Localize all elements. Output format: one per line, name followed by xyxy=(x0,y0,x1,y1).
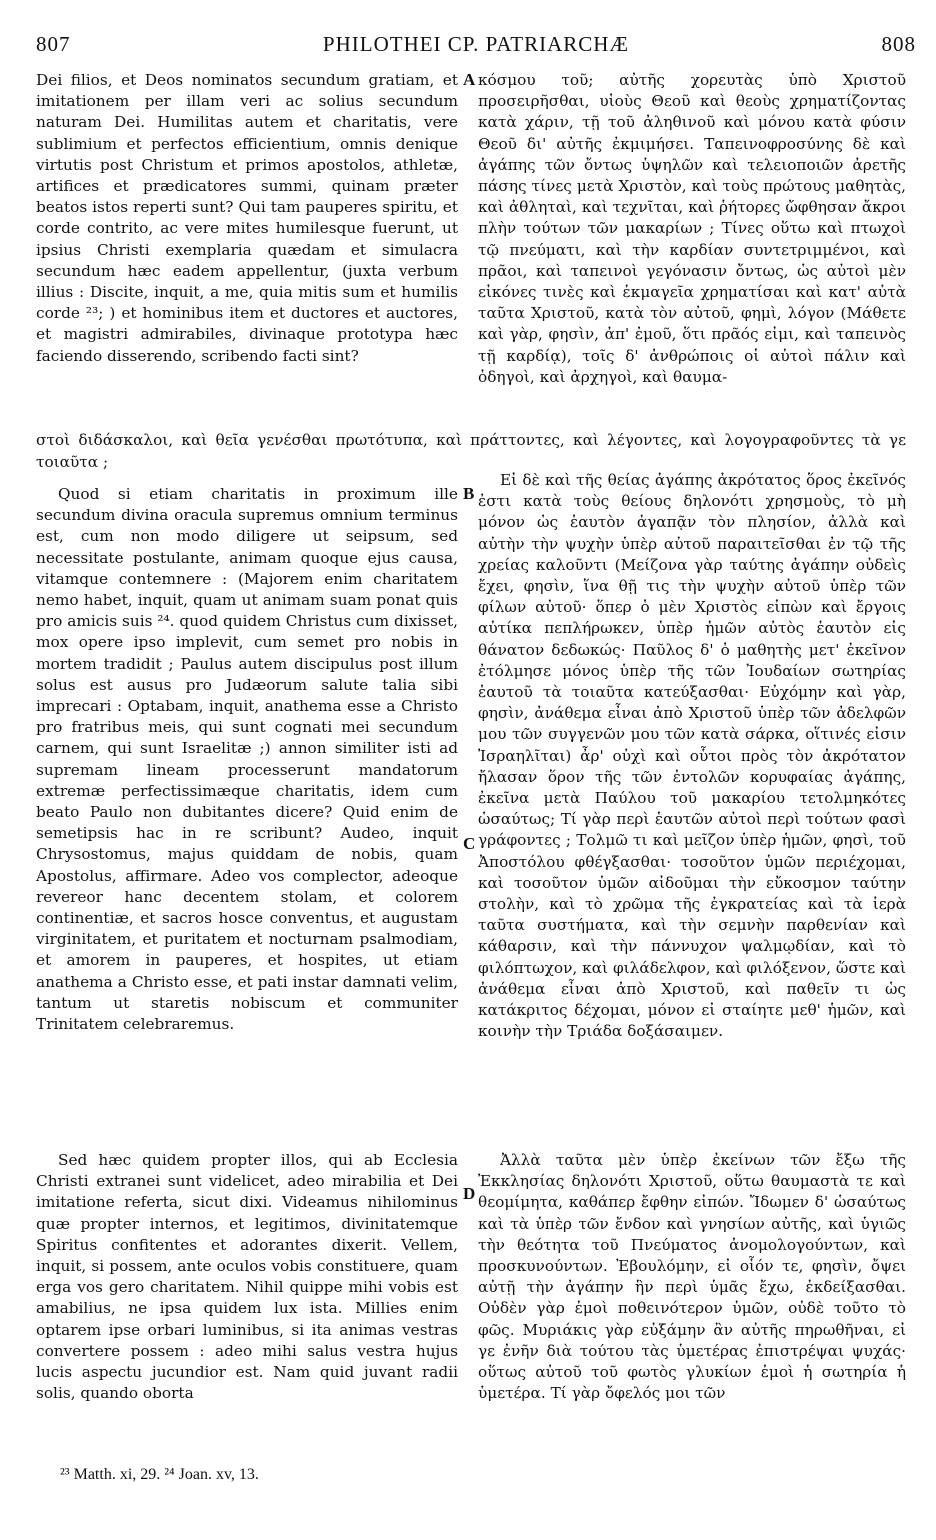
latin-paragraph-3 xyxy=(36,1150,458,1404)
footnote: ²³ Matth. xi, 29. ²⁴ Joan. xv, 13. xyxy=(60,1466,259,1483)
page-number-left: 807 xyxy=(36,32,71,56)
greek-text-3: Ἀλλὰ ταῦτα μὲν ὑπὲρ ἐκείνων τῶν ἔξω τῆς Ἐκκλησίας δηλονότι Χριστοῦ, οὕτω θαυμαστὰ τε καὶ θεομίμητα, καθάπερ ἔφθην εἰπών. Ἴδωμεν δ' ὡσαύτως καὶ τὰ ὑπὲρ τῶν ἔνδον καὶ γνησίων αὐτῆς, καὶ ὑγιῶς τὴν θεότητα τοῦ Πνεύματος ἀνομολογούντων, καὶ προσκυνούντων. Ἐβουλόμην, εἰ οἷόν τε, φησὶν, ὄψει αὐτῇ τὴν ἀγάπην ἣν περὶ ὑμᾶς ἔχω, ἐκδείξασθαι. Οὐδὲν γὰρ ἐμοὶ ποθεινότερον ὑμῶν, οὐδὲ τοῦτο τὸ φῶς. Μυριάκις γὰρ εὐξάμην ἂν αὐτῆς πηρωθῆναι, εἰ γε ἐνῆν διὰ τούτου τὰς ὑμετέρας ἐπιστρέψαι ψυχάς· οὕτως αὐτοῦ τοῦ φωτὸς γλυκίων ἐμοὶ ἡ σωτηρία ἡ ὑμετέρα. Τί γὰρ ὄφελός μοι τῶν xyxy=(478,1151,906,1403)
latin-text-1: Dei filios, et Deos nominatos secundum gratiam, et imitationem per illam veri ac solius secundum naturam Dei. Humilitas autem et charitatis, vere sublimium et perfectos efficientium, omnis denique virtutis post Christum et primos apostolos, athletæ, artifices et prædicatores summi, quinam præter beatos istos reperti sunt? Qui tam pauperes spiritu, et corde contrito, ac vere mites humilesque fuerunt, ut ipsius Christi exemplaria quædam et simulacra secundum hæc eadem appellentur, (juxta verbum illius : Discite, inquit, a me, quia mitis sum et humilis corde ²³; ) et hominibus item et ductores et auctores, et magistri admirabiles, divinaque prototypa hæc faciendo disserendo, scribendo facti sint? xyxy=(36,71,458,365)
margin-marker-a: A xyxy=(463,70,476,89)
margin-marker-c: C xyxy=(463,834,476,853)
margin-marker-b: B xyxy=(463,484,475,503)
latin-paragraph-1 xyxy=(36,70,458,367)
greek-text-1: κόσμου τοῦ; αὐτῆς χορευτὰς ὑπὸ Χριστοῦ προσειρῆσθαι, υἱοὺς Θεοῦ καὶ θεοὺς χρηματίζοντας κατὰ χάριν, τῇ τοῦ ἀληθινοῦ καὶ μόνου κατὰ φύσιν Θεοῦ δι' αὐτῆς ἐκμιμήσει. Ταπεινοφροσύνης δὲ καὶ ἀγάπης τῶν ὄντως ὑψηλῶν καὶ τελειοποιῶν ἀρετῆς πάσης τίνες μετὰ Χριστὸν, καὶ τοὺς πρώτους μαθητὰς, καὶ ἀθληταὶ, καὶ τεχνῖται, καὶ ῥήτορες ὤφθησαν ἄκροι πλὴν τούτων τῶν μακαρίων ; Τίνες οὕτω καὶ πτωχοὶ τῷ πνεύματι, καὶ τὴν καρδίαν συντετριμμένοι, καὶ πρᾶοι, καὶ ταπεινοὶ γεγόνασιν ὄντως, ὡς αὐτοὶ μὲν εἰκόνες τινὲς καὶ ἐκμαγεῖα χρηματίσαι καὶ κατ' αὐτὰ ταῦτα Χριστοῦ, κατὰ τὸν αὐτοῦ, φημὶ, λόγον (Μάθετε καὶ γὰρ, φησὶν, ἀπ' ἐμοῦ, ὅτι πρᾶός εἰμι, καὶ ταπεινὸς τῇ καρδίᾳ), τοῖς δ' ἀνθρώποις οἱ αὐτοὶ πάλιν καὶ ὁδηγοὶ, καὶ ἀρχηγοὶ, καὶ θαυμα- xyxy=(478,71,906,386)
running-title: PHILOTHEI CP. PATRIARCHÆ xyxy=(322,32,630,56)
greek-paragraph-1 xyxy=(478,70,906,388)
page-number-right: 808 xyxy=(881,32,916,56)
page-header xyxy=(36,32,916,62)
latin-text-2: Quod si etiam charitatis in proximum ille secundum divina oracula supremus omnium terminus est, cum non modo diligere ut seipsum, sed necessitate postulante, animam quoque ejus causa, vitamque contemnere : (Majorem enim charitatem nemo habet, inquit, quam ut animam suam ponat quis pro amicis suis ²⁴. quod quidem Christus cum dixisset, mox opere ipso implevit, cum semet pro nobis in mortem tradidit ; Paulus autem discipulus post illum solus est ausus pro Judæorum salute talia sibi imprecari : Optabam, inquit, anathema esse a Christo pro fratribus meis, qui sunt cognati mei secundum carnem, qui sunt Israelitæ ;) annon similiter isti ad supremam lineam processerunt mandatorum extremæ perfectissimæque charitatis, idem cum beato Paulo non dubitantes dicere? Quid enim de semetipsis hac in re scribunt? Audeo, inquit Chrysostomus, majus quiddam de nobis, quam Apostolus, affirmare. Adeo vos complector, adeoque revereor hanc decentem stolam, et colorem continentiæ, et sacros hosce conventus, et augustam virginitatem, et puritatem et nocturnam psalmodiam, et amorem in pauperes, et hospites, ut etiam anathema a Christo esse, et pati instar damnati velim, tantum ut staretis nobiscum et communiter Trinitatem celebraremus. xyxy=(36,485,458,1034)
latin-paragraph-2 xyxy=(36,484,458,1035)
spanning-greek-line-1: στοὶ διδάσκαλοι, καὶ θεῖα γενέσθαι πρωτότυπα, καὶ πράττοντες, καὶ λέγοντες, καὶ λογογραφοῦντες τὰ γε xyxy=(36,431,906,449)
greek-paragraph-3 xyxy=(478,1150,906,1404)
latin-text-3: Sed hæc quidem propter illos, qui ab Ecclesia Christi extranei sunt videlicet, adeo mirabilia et Dei imitatione referta, sicut dixi. Videamus nihilominus quæ propter internos, et legitimos, divinitatemque Spiritus confitentes et adorantes dixerit. Vellem, inquit, si possem, ante oculos vobis constituere, quam erga vos gero charitatem. Nihil quippe mihi vobis est amabilius, ne ipsa quidem lux ista. Millies enim optarem ipse orbari luminibus, si ita animas vestras convertere possem : adeo mihi salus vestra hujus lucis aspectu jucundior est. Nam quid juvant radii solis, quando oborta xyxy=(36,1151,458,1403)
margin-marker-d: D xyxy=(463,1184,476,1203)
spanning-greek-line-2: τοιαῦτα ; xyxy=(36,453,109,471)
greek-text-2: Εἰ δὲ καὶ τῆς θείας ἀγάπης ἀκρότατος ὅρος ἐκεῖνός ἐστι κατὰ τοὺς θείους δηλονότι χρησμοὺς, τὸ μὴ μόνον ὡς ἑαυτὸν ἀγαπᾷν τὸν πλησίον, ἀλλὰ καὶ αὐτὴν τὴν ψυχὴν ὑπὲρ αὐτοῦ παραιτεῖσθαι ἐν τῷ τῆς χρείας καλοῦντι (Μείζονα γὰρ ταύτης ἀγάπην οὐδεὶς ἔχει, φησὶν, ἵνα θῇ τις τὴν ψυχὴν αὐτοῦ ὑπὲρ τῶν φίλων αὐτοῦ· ὅπερ ὁ μὲν Χριστὸς εἰπὼν καὶ ἔργοις αὐτίκα πεπλήρωκεν, ὑπὲρ ἡμῶν αὐτὸς ἑαυτὸν εἰς θάνατον δεδωκώς· Παῦλος δ' ὁ μαθητὴς μετ' ἐκεῖνον ἐτόλμησε μόνος ὑπὲρ τῆς τῶν Ἰουδαίων σωτηρίας ἑαυτοῦ τὰ τοιαῦτα κατεύξασθαι· Εὐχόμην καὶ γὰρ, φησὶν, ἀνάθεμα εἶναι ἀπὸ Χριστοῦ ὑπὲρ τῶν ἀδελφῶν μου τῶν συγγενῶν μου τῶν κατὰ σάρκα, οἵτινές εἰσιν Ἰσραηλῖται) ἆρ' οὐχὶ καὶ οὗτοι πρὸς τὸν ἀκρότατον ἤλασαν ὅρον τῆς τῶν ἐντολῶν κορυφαίας ἀγάπης, ἐκεῖνα μετὰ Παύλου τοῦ μακαρίου τετολμηκότες ὡσαύτως; Τί γὰρ περὶ ἑαυτῶν αὐτοὶ περὶ τούτων φασὶ γράφοντες ; Τολμῶ τι καὶ μεῖζον ὑπὲρ ἡμῶν, φησὶ, τοῦ Ἀποστόλου φθέγξασθαι· τοσοῦτον ὑμῶν περιέχομαι, καὶ τοσοῦτον ὑμῶν αἰδοῦμαι τὴν εὔκοσμον ταύτην στολὴν, καὶ τὸ χρῶμα τῆς ἐγκρατείας καὶ τὰ ἱερὰ ταῦτα συστήματα, καὶ τὴν σεμνὴν παρθενίαν καὶ κάθαρσιν, καὶ τὴν πάννυχον ψαλμῳδίαν, καὶ τὸ φιλόπτωχον, καὶ φιλάδελφον, καὶ φιλόξενον, ὥστε καὶ ἀνάθεμα εἶναι ἀπὸ Χριστοῦ, καὶ παθεῖν τι ὡς κατάκριτος δέχομαι, μόνον εἰ σταίητε μεθ' ἡμῶν, καὶ κοινὴν τὴν Τριάδα δοξάσαιμεν. xyxy=(478,471,906,1041)
greek-paragraph-2 xyxy=(478,470,906,1042)
